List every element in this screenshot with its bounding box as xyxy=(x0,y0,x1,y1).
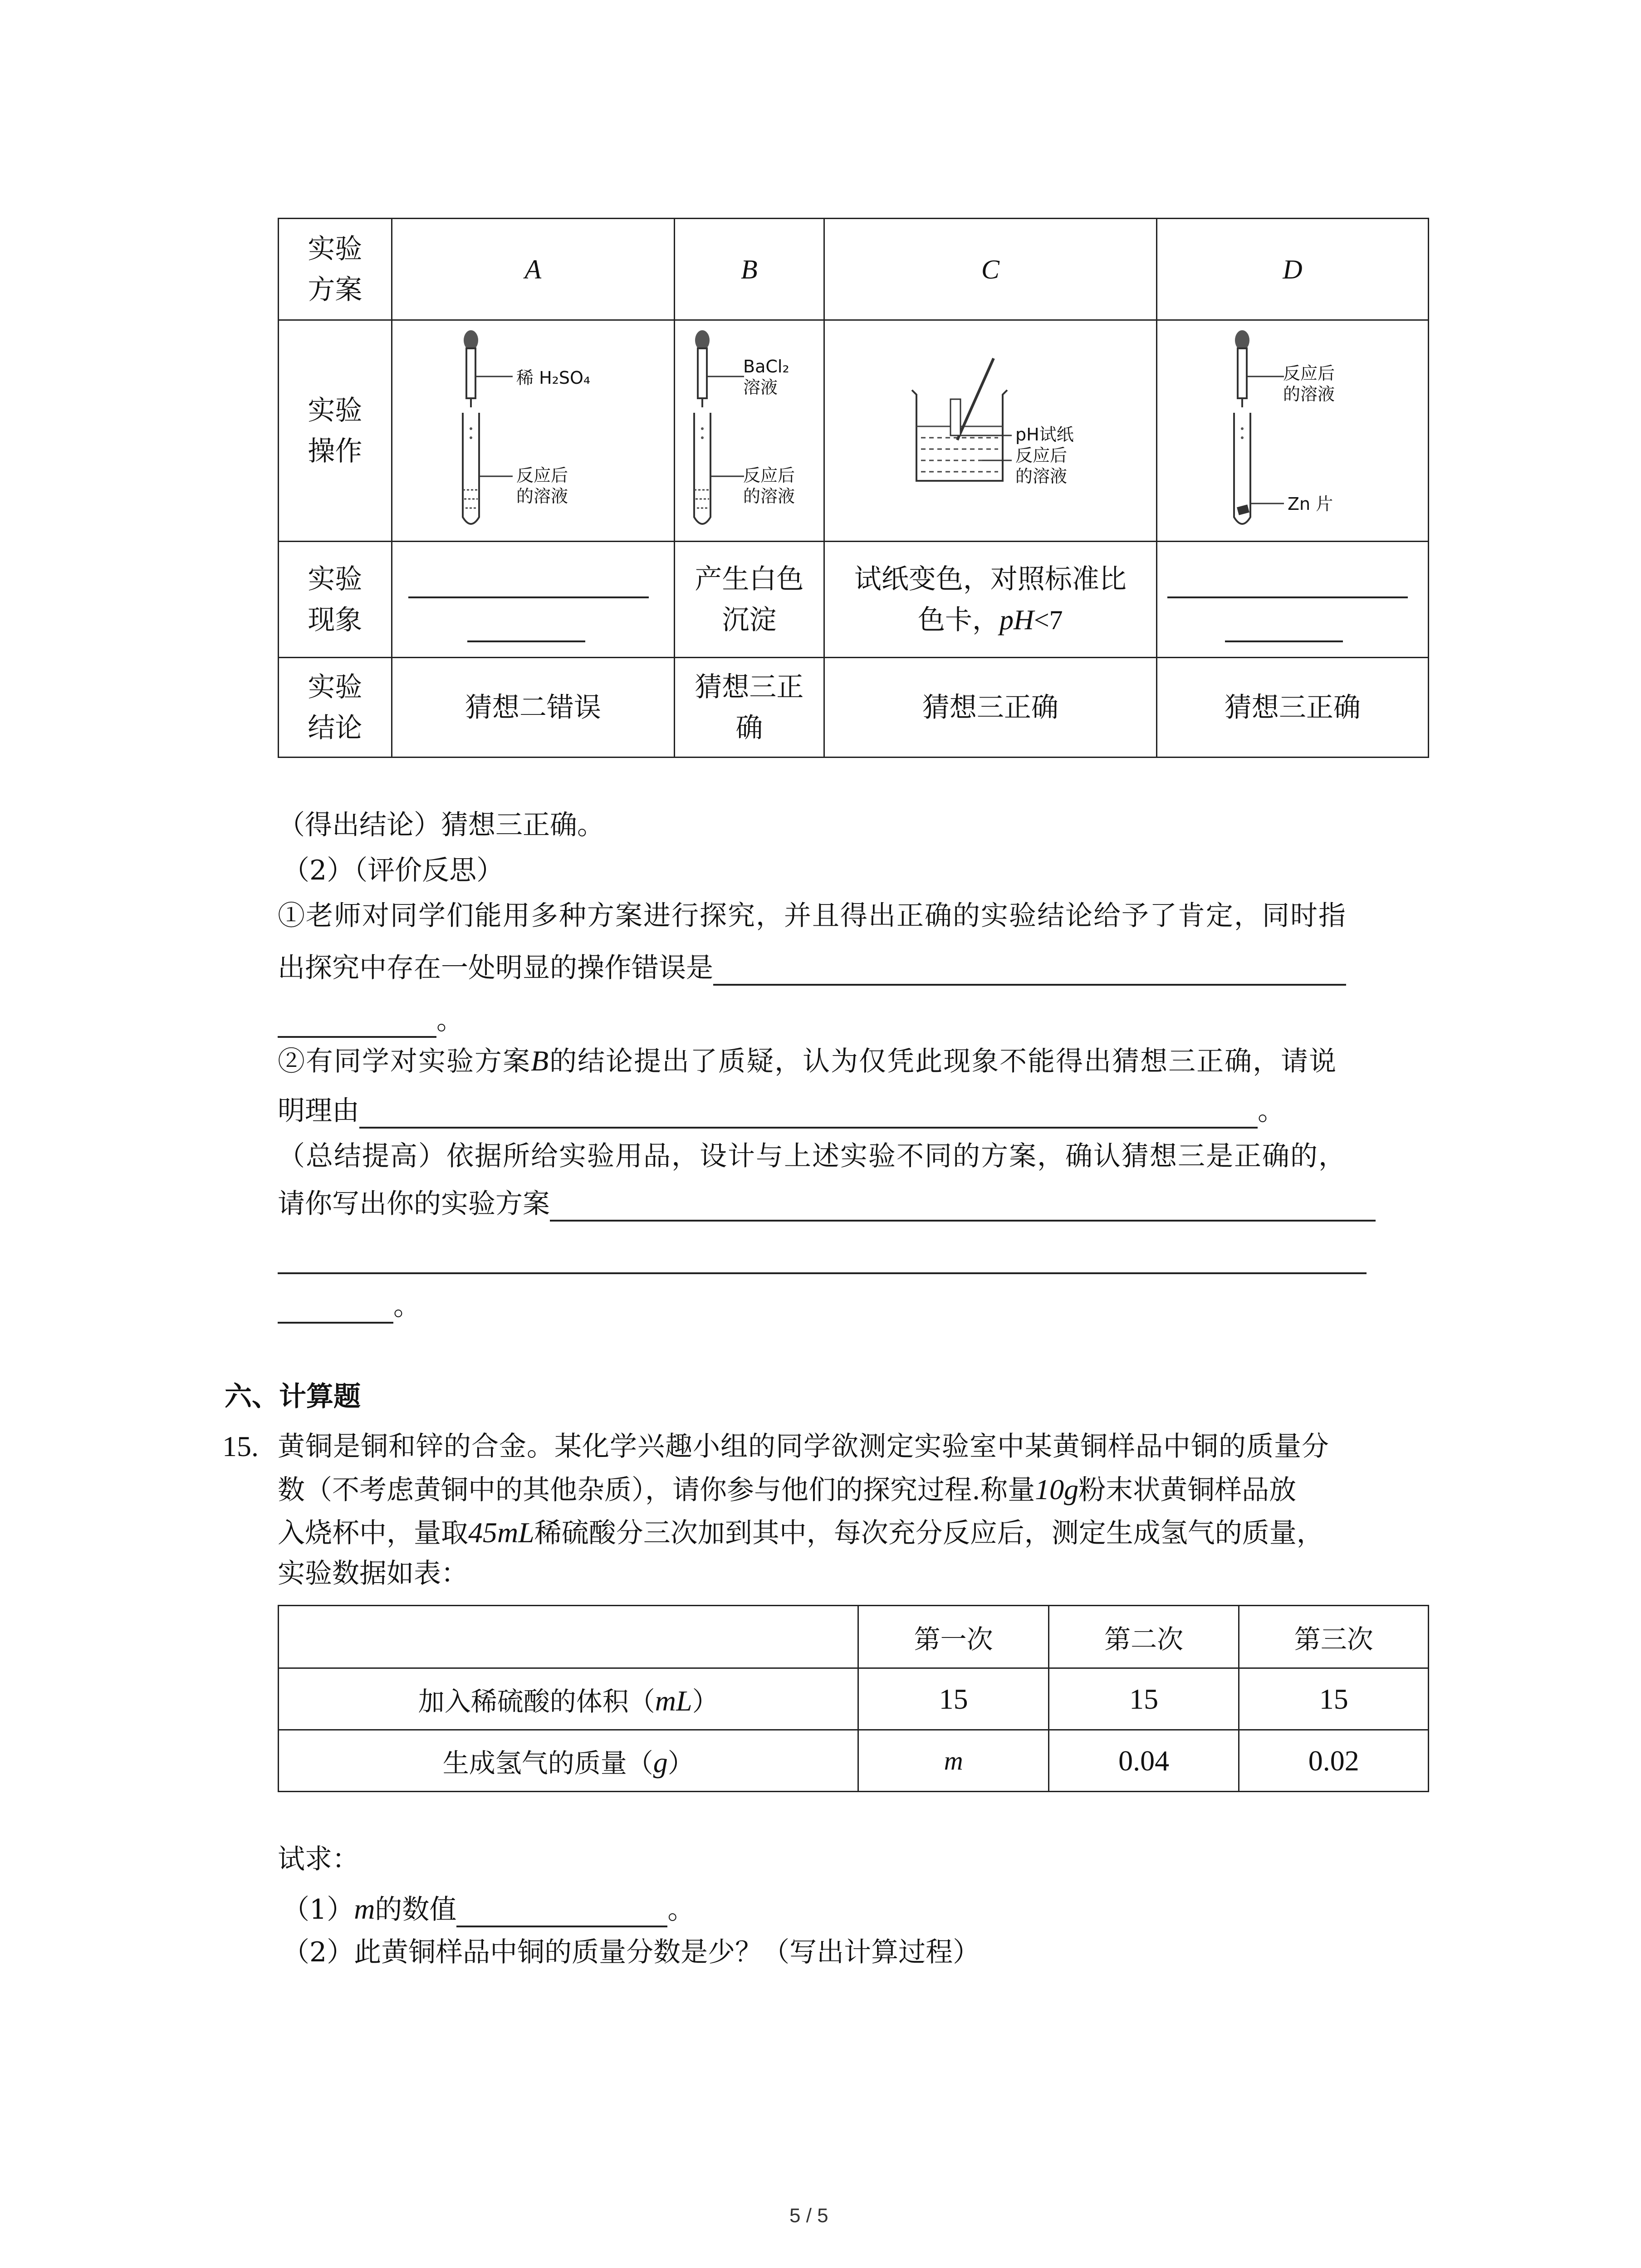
label-c: pH试纸 反应后 的溶液 xyxy=(1015,425,1074,486)
col-c-header: C xyxy=(824,219,1156,320)
phenomenon-b: 产生白色沉淀 xyxy=(674,542,824,658)
header-third: 第三次 xyxy=(1239,1606,1429,1668)
q1-line2: 出探究中存在一处明显的操作错误是 xyxy=(278,950,1346,986)
summary-answer-blank-2[interactable] xyxy=(278,1272,1367,1274)
phenomenon-a-line1[interactable] xyxy=(408,596,649,598)
page-number: 5 / 5 xyxy=(789,2204,828,2227)
label-b-bottom: 反应后 的溶液 xyxy=(743,465,795,506)
label-a-top: 稀 H₂SO₄ xyxy=(516,368,591,388)
label-a-bottom: 反应后 的溶液 xyxy=(516,465,568,506)
col-a-header: A xyxy=(392,219,674,320)
mass-3: 0.02 xyxy=(1239,1730,1429,1792)
q1-answer-blank-2[interactable] xyxy=(278,1009,436,1038)
dropper-tube-zn-diagram xyxy=(1220,327,1284,535)
conclusion-text: （得出结论）猜想三正确。 xyxy=(278,809,604,841)
mass-1: m xyxy=(858,1730,1048,1792)
conclusion-c: 猜想三正确 xyxy=(824,658,1156,758)
phenomenon-d-line1[interactable] xyxy=(1167,596,1408,598)
phenomenon-d-line2[interactable] xyxy=(1225,640,1343,642)
q1-line3: 。 xyxy=(278,1002,464,1038)
q15-line3: 入烧杯中，量取45mL稀硫酸分三次加到其中，每次充分反应后，测定生成氢气的质量， xyxy=(278,1516,1324,1549)
label-b-top: BaCl₂ 溶液 xyxy=(743,357,789,397)
volume-2: 15 xyxy=(1048,1668,1239,1730)
operation-label: 实验操作 xyxy=(279,320,392,542)
header-label: 实验方案 xyxy=(279,219,392,320)
header-first: 第一次 xyxy=(858,1606,1048,1668)
volume-3: 15 xyxy=(1239,1668,1429,1730)
mass-2: 0.04 xyxy=(1048,1730,1239,1792)
q2-answer-blank[interactable] xyxy=(359,1100,1258,1129)
diagram-a-cell xyxy=(392,320,674,542)
conclusion-d: 猜想三正确 xyxy=(1156,658,1428,758)
volume-1: 15 xyxy=(858,1668,1048,1730)
conclusion-a: 猜想二错误 xyxy=(392,658,674,758)
summary-line1: （总结提高）依据所给实验用品，设计与上述实验不同的方案，确认猜想三是正确的， xyxy=(278,1140,1347,1172)
summary-line2: 请你写出你的实验方案 xyxy=(278,1186,1376,1222)
summary-answer-blank[interactable] xyxy=(550,1193,1376,1222)
phenomenon-a-line2[interactable] xyxy=(467,640,585,642)
conclusion-label: 实验结论 xyxy=(279,658,392,758)
reflect-title: （2）（评价反思） xyxy=(282,855,504,886)
q15-line2: 数（不考虑黄铜中的其他杂质），请你参与他们的探究过程.称量10g粉末状黄铜样品放 xyxy=(278,1473,1297,1506)
conclusion-b: 猜想三正确 xyxy=(674,658,824,758)
row-mass-label: 生成氢气的质量（g） xyxy=(279,1730,858,1792)
ask-2: （2）此黄铜样品中铜的质量分数是少？（写出计算过程） xyxy=(282,1936,980,1968)
q2-line1: ②有同学对实验方案B的结论提出了质疑，认为仅凭此现象不能得出猜想三正确，请说 xyxy=(278,1045,1337,1077)
label-d-bottom: Zn 片 xyxy=(1288,494,1333,514)
dropper-tube-diagram-b xyxy=(681,327,744,535)
summary-line4: 。 xyxy=(278,1288,421,1324)
dropper-tube-diagram-a xyxy=(449,327,513,535)
summary-answer-blank-3[interactable] xyxy=(278,1295,393,1324)
data-table xyxy=(278,1605,1429,1792)
row-volume-label: 加入稀硫酸的体积（mL） xyxy=(279,1668,858,1730)
phenomenon-label: 实验现象 xyxy=(279,542,392,658)
ask-label: 试求： xyxy=(278,1843,359,1875)
q15-line4: 实验数据如表： xyxy=(278,1558,468,1589)
section-title: 六、计算题 xyxy=(225,1381,361,1413)
label-d-top: 反应后 的溶液 xyxy=(1283,363,1335,404)
phenomenon-c: 试纸变色，对照标准比 色卡，pH<7 xyxy=(824,542,1156,658)
ask-1: （1）m的数值 。 xyxy=(282,1892,695,1927)
q1-answer-blank[interactable] xyxy=(713,957,1346,986)
col-b-header: B xyxy=(674,219,824,320)
corner-cell xyxy=(279,1606,858,1668)
q15-line1: 黄铜是铜和锌的合金。某化学兴趣小组的同学欲测定实验室中某黄铜样品中铜的质量分 xyxy=(278,1431,1329,1462)
col-d-header: D xyxy=(1156,219,1428,320)
q1-line1: ①老师对同学们能用多种方案进行探究，并且得出正确的实验结论给予了肯定，同时指 xyxy=(278,900,1347,932)
ask1-answer-blank[interactable] xyxy=(456,1898,667,1927)
header-second: 第二次 xyxy=(1048,1606,1239,1668)
q15-number: 15. xyxy=(222,1430,259,1462)
q2-line2: 明理由 。 xyxy=(278,1093,1285,1129)
